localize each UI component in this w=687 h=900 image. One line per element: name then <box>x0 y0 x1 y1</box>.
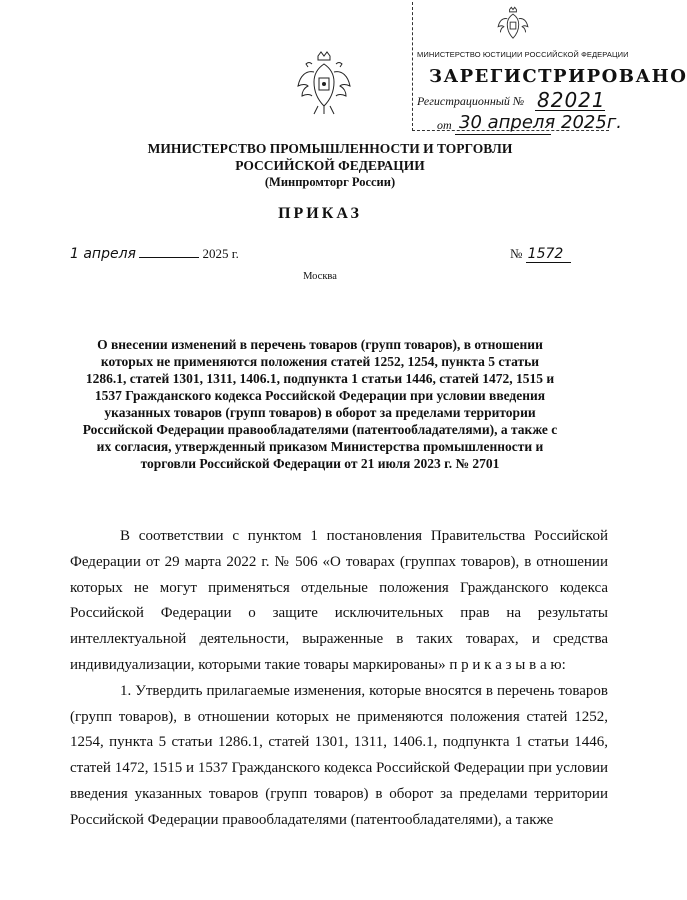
stamp-date: 30 апреля 2025г. <box>459 112 622 133</box>
document-number <box>510 246 571 262</box>
document-body <box>70 524 608 834</box>
ministry-name-line2: РОССИЙСКОЙ ФЕДЕРАЦИИ <box>235 158 425 173</box>
paragraph-item-1: 1. Утвердить прилагаемые изменения, которые вносятся в перечень товаров (групп товаров), в отношении которых не применяются положения статей 1252, 1254, пункта 5 статьи 1286.1, статей 1301, 1311, 1406.1, подпункта 1 статьи 1446, статей 1472, 1515 и 1537 Гражданского кодекса Российской Федерации при условии введения указанных товаров (групп товаров) в оборот за пределами территории Российской Федерации правообладателями (патентообладателями), а также <box>70 682 608 828</box>
document-city: Москва <box>303 271 337 282</box>
stamp-reg-number: 82021 <box>537 88 606 112</box>
document-date-suffix: г. <box>231 246 239 261</box>
stamp-date-value: 30 апреля <box>459 112 556 133</box>
document-date-year: 2025 <box>202 246 229 261</box>
stamp-reg-number-label: Регистрационный № <box>417 94 525 108</box>
document-date <box>70 246 239 262</box>
coat-of-arms-icon <box>497 6 529 44</box>
document-title: О внесении изменений в перечень товаров (групп товаров), в отношении которых не применяются положения статей 1252, 1254, пункта 5 статьи 1286.1, статей 1301, 1311, 1406.1, подпункта 1 статьи 1446, статей 1472, 1515 и 1537 Гражданского кодекса Российской Федерации при условии введения указанных товаров (групп товаров) в оборот за пределами территории Российской Федерации правообладателями (патентообладателями), а также с их согласия, утвержденный приказом Министерства промышленности и торговли Российской Федерации от 21 июля 2023 г. № 2701 <box>82 337 558 471</box>
ministry-name-line1: МИНИСТЕРСТВО ПРОМЫШЛЕННОСТИ И ТОРГОВЛИ <box>147 141 513 156</box>
document-number-label: № <box>510 246 523 261</box>
paragraph-preamble: В соответствии с пунктом 1 постановления Правительства Российской Федерации от 29 марта 2022 г. № 506 «О товарах (группах товаров), в отношении которых не могут применяться отдельные положения Гражданского кодекса Российской Федерации о защите исключительных прав на результаты интеллектуальной деятельности, выраженные в таких товарах, и средства индивидуализации, которыми такие товары маркированы» п р и к а з ы в а ю: <box>70 528 608 673</box>
document-type: ПРИКАЗ <box>278 205 362 222</box>
coat-of-arms-icon <box>296 50 352 116</box>
stamp-date-year: 2025 <box>561 112 607 133</box>
document-number-value: 1572 <box>526 246 572 263</box>
ministry-heading <box>100 140 560 191</box>
stamp-date-prefix: от <box>437 118 452 132</box>
document-date-handwritten: 1 апреля <box>70 246 136 262</box>
stamp-ministry-name: МИНИСТЕРСТВО ЮСТИЦИИ РОССИЙСКОЙ ФЕДЕРАЦИИ <box>417 50 629 59</box>
stamp-registered-label: ЗАРЕГИСТРИРОВАНО <box>429 66 687 87</box>
ministry-short-name: (Минпромторг России) <box>264 175 396 189</box>
registration-stamp <box>412 2 687 133</box>
